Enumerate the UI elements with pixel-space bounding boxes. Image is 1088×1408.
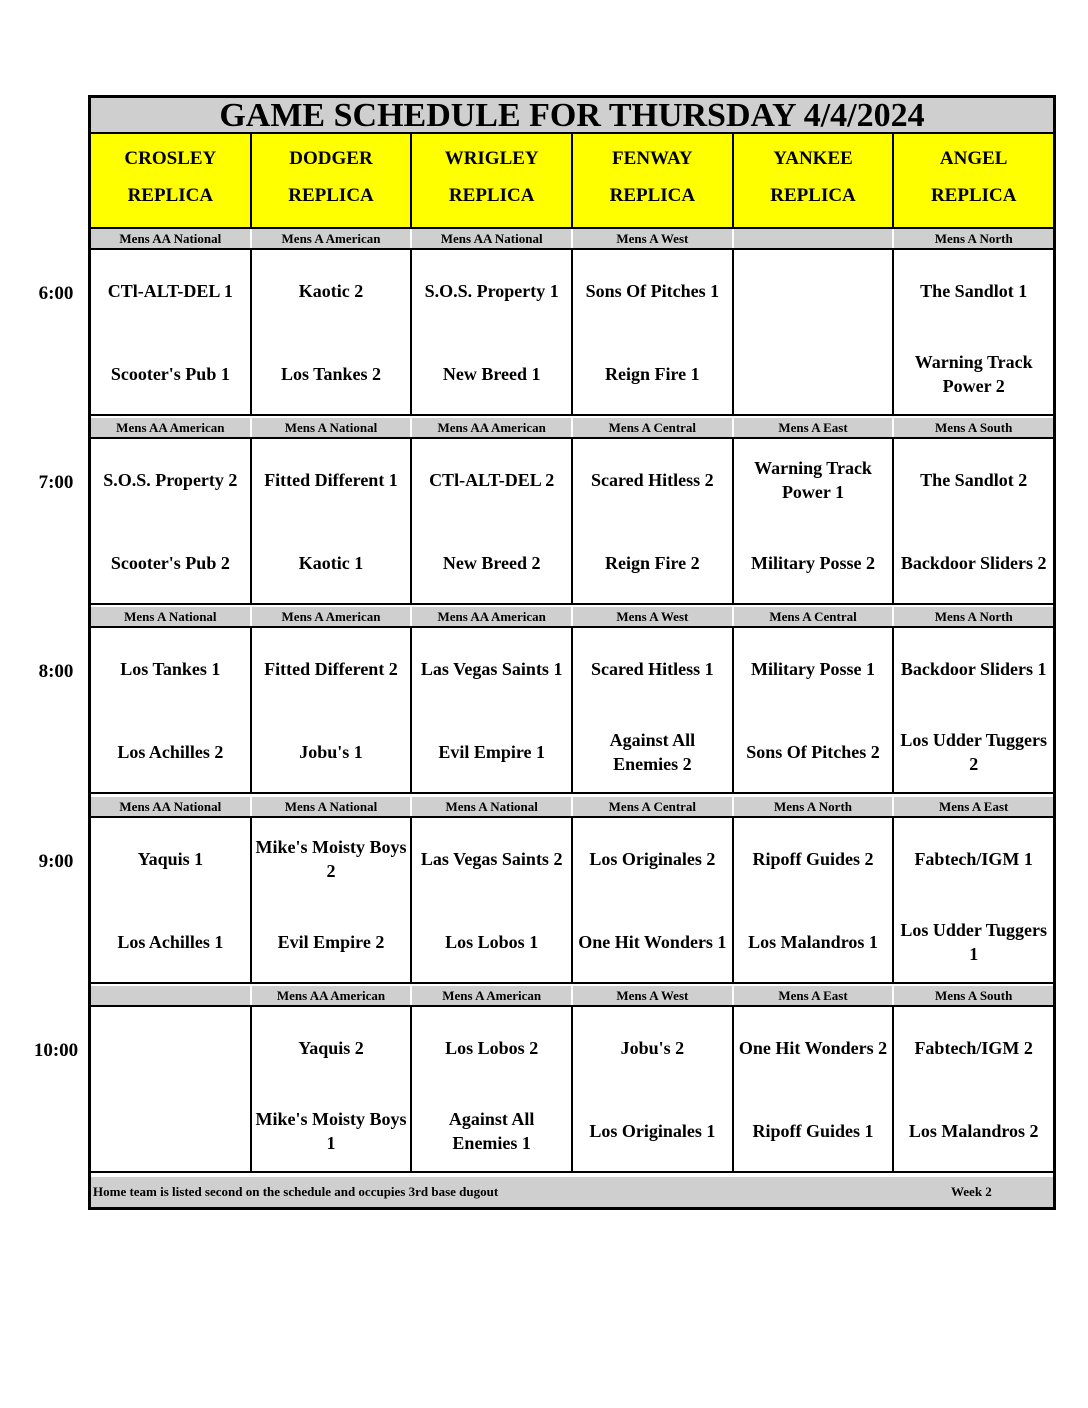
away-team: Mike's Moisty Boys 2 <box>255 837 407 881</box>
away-team: Yaquis 1 <box>137 849 204 869</box>
league-label: Mens A National <box>412 797 573 816</box>
league-label: Mens AA American <box>91 418 252 437</box>
away-team: Fitted Different 1 <box>264 470 398 490</box>
home-team: Against All Enemies 2 <box>609 730 696 774</box>
away-team: Scared Hitless 2 <box>591 470 714 490</box>
away-team: Backdoor Sliders 1 <box>900 659 1047 679</box>
game-cell <box>91 1007 252 1171</box>
league-row <box>91 797 1053 818</box>
time-slot-block <box>91 607 1053 794</box>
away-team: Ripoff Guides 2 <box>752 849 874 869</box>
field-subtitle: REPLICA <box>609 185 696 206</box>
league-label: Mens AA American <box>412 418 573 437</box>
home-team: Military Posse 2 <box>751 553 876 573</box>
league-label <box>734 229 895 248</box>
league-label: Mens A East <box>734 986 895 1005</box>
home-team: Sons Of Pitches 2 <box>746 742 880 762</box>
game-cell <box>734 250 895 414</box>
away-team: Los Originales 2 <box>589 849 716 869</box>
league-label: Mens AA American <box>412 607 573 626</box>
home-team: Los Tankes 2 <box>280 364 382 384</box>
league-row <box>91 418 1053 439</box>
league-label: Mens AA American <box>252 986 413 1005</box>
game-cell <box>252 628 413 792</box>
game-cell <box>91 628 252 792</box>
away-team: S.O.S. Property 1 <box>424 281 559 301</box>
away-team: One Hit Wonders 2 <box>738 1038 888 1058</box>
home-team: Mike's Moisty Boys 1 <box>255 1109 407 1153</box>
league-label: Mens A North <box>934 609 1013 624</box>
schedule-footer <box>91 1177 1053 1207</box>
league-label: Mens A National <box>91 607 252 626</box>
field-header-row <box>91 134 1053 229</box>
week-label: Week 2 <box>951 1184 992 1199</box>
field-name: ANGEL <box>939 148 1008 169</box>
away-team: Yaquis 2 <box>298 1038 364 1058</box>
away-team: Fabtech/IGM 1 <box>914 849 1033 869</box>
time-label: 6:00 <box>38 283 74 304</box>
league-label: Mens A Central <box>573 418 734 437</box>
game-cell <box>91 818 252 982</box>
league-label <box>91 986 252 1005</box>
games-row <box>91 628 1053 794</box>
game-cell <box>252 818 413 982</box>
schedule-sheet <box>88 95 1056 1210</box>
away-team: Jobu's 2 <box>620 1038 685 1058</box>
game-cell <box>252 439 413 603</box>
league-label: Mens A National <box>252 418 413 437</box>
away-team: CTl-ALT-DEL 1 <box>107 281 233 301</box>
field-subtitle: REPLICA <box>288 185 374 206</box>
field-header-fenway <box>573 134 734 227</box>
time-label: 10:00 <box>33 1040 79 1061</box>
games-row <box>91 439 1053 605</box>
league-label: Mens A West <box>573 607 734 626</box>
field-name: CROSLEY <box>124 148 217 169</box>
game-cell <box>734 628 895 792</box>
field-name: YANKEE <box>773 148 853 169</box>
home-team: Kaotic 1 <box>298 553 364 573</box>
away-team: Fabtech/IGM 2 <box>914 1038 1033 1058</box>
home-team: Jobu's 1 <box>299 742 363 762</box>
home-team <box>736 346 891 402</box>
league-label: Mens A North <box>734 797 895 816</box>
game-cell <box>91 439 252 603</box>
league-label: Mens A North <box>934 231 1013 246</box>
game-cell <box>412 250 573 414</box>
game-cell <box>734 1007 895 1171</box>
league-label: Mens A Central <box>734 607 895 626</box>
schedule-title: GAME SCHEDULE FOR THURSDAY 4/4/2024 <box>91 98 1053 134</box>
game-cell <box>412 1007 573 1171</box>
away-team <box>93 1020 248 1076</box>
game-cell <box>573 1007 734 1171</box>
game-cell <box>894 1007 1053 1171</box>
league-label: Mens A West <box>573 229 734 248</box>
league-label: Mens A American <box>412 986 573 1005</box>
game-cell <box>573 818 734 982</box>
home-team: Evil Empire 1 <box>438 742 546 762</box>
game-cell <box>894 818 1053 982</box>
home-team: Against All Enemies 1 <box>448 1109 535 1153</box>
games-row <box>91 250 1053 416</box>
away-team: Sons Of Pitches 1 <box>585 281 720 301</box>
away-team: CTl-ALT-DEL 2 <box>429 470 555 490</box>
field-subtitle: REPLICA <box>127 185 214 206</box>
time-label: 9:00 <box>38 851 74 872</box>
game-cell <box>412 628 573 792</box>
away-team: Military Posse 1 <box>751 659 876 679</box>
league-row <box>91 229 1053 250</box>
home-team: Warning Track Power 2 <box>914 352 1033 396</box>
league-label: Mens AA National <box>91 229 252 248</box>
league-label: Mens A East <box>734 418 895 437</box>
away-team: Scared Hitless 1 <box>591 659 714 679</box>
field-name: WRIGLEY <box>444 148 539 169</box>
away-team: Los Lobos 2 <box>445 1038 539 1058</box>
home-team: Los Udder Tuggers 2 <box>900 730 1048 774</box>
league-label: Mens A National <box>252 797 413 816</box>
field-header-dodger <box>252 134 413 227</box>
game-cell <box>894 439 1053 603</box>
home-team: Evil Empire 2 <box>277 932 385 952</box>
league-label: Mens A South <box>935 988 1013 1003</box>
time-slot-block <box>91 986 1053 1173</box>
field-subtitle: REPLICA <box>448 185 535 206</box>
away-team: S.O.S. Property 2 <box>103 470 238 490</box>
field-subtitle: REPLICA <box>770 185 856 206</box>
time-slot-block <box>91 797 1053 984</box>
league-label: Mens A American <box>252 607 413 626</box>
home-team: New Breed 1 <box>442 364 541 384</box>
game-cell <box>573 439 734 603</box>
league-label: Mens AA National <box>91 797 252 816</box>
away-team <box>736 263 891 319</box>
home-team: Scooter's Pub 2 <box>110 553 230 573</box>
game-cell <box>734 818 895 982</box>
league-label: Mens A American <box>252 229 413 248</box>
away-team: The Sandlot 1 <box>920 281 1028 301</box>
time-label: 8:00 <box>38 661 74 682</box>
league-label: Mens A West <box>573 986 734 1005</box>
game-cell <box>252 1007 413 1171</box>
home-team: One Hit Wonders 1 <box>578 932 727 952</box>
away-team: Las Vegas Saints 1 <box>420 659 563 679</box>
home-team: Los Achilles 2 <box>117 742 224 762</box>
game-cell <box>91 250 252 414</box>
home-team: Los Malandros 1 <box>748 932 878 952</box>
game-cell <box>252 250 413 414</box>
home-team: Scooter's Pub 1 <box>110 364 230 384</box>
time-label: 7:00 <box>38 472 74 493</box>
away-team: Los Tankes 1 <box>120 659 221 679</box>
home-team: New Breed 2 <box>442 553 541 573</box>
home-team: Reign Fire 1 <box>605 364 700 384</box>
game-cell <box>734 439 895 603</box>
time-slot-block <box>91 229 1053 416</box>
home-team: Los Lobos 1 <box>445 932 539 952</box>
game-cell <box>412 439 573 603</box>
league-row <box>91 607 1053 628</box>
home-team: Los Udder Tuggers 1 <box>900 920 1048 964</box>
away-team: Fitted Different 2 <box>264 659 398 679</box>
game-cell <box>573 250 734 414</box>
games-row <box>91 1007 1053 1173</box>
home-team: Los Malandros 2 <box>908 1121 1039 1141</box>
game-cell <box>894 250 1053 414</box>
league-label: Mens A Central <box>573 797 734 816</box>
field-header-yankee <box>734 134 895 227</box>
home-team: Reign Fire 2 <box>605 553 700 573</box>
home-team: Ripoff Guides 1 <box>752 1121 874 1141</box>
away-team: Las Vegas Saints 2 <box>420 849 563 869</box>
away-team: Kaotic 2 <box>298 281 364 301</box>
away-team: The Sandlot 2 <box>920 470 1028 490</box>
field-name: FENWAY <box>612 148 693 169</box>
game-cell <box>412 818 573 982</box>
field-header-angel <box>894 134 1053 227</box>
time-slot-block <box>91 418 1053 605</box>
league-row <box>91 986 1053 1007</box>
home-team <box>93 1103 248 1159</box>
field-header-crosley <box>91 134 252 227</box>
home-team: Los Originales 1 <box>589 1121 716 1141</box>
league-label: Mens A East <box>939 799 1009 814</box>
game-cell <box>573 628 734 792</box>
league-label: Mens AA National <box>412 229 573 248</box>
field-subtitle: REPLICA <box>930 185 1017 206</box>
field-name: DODGER <box>289 148 373 169</box>
game-cell <box>894 628 1053 792</box>
away-team: Warning Track Power 1 <box>754 458 872 502</box>
footer-note: Home team is listed second on the schedule and occupies 3rd base dugout <box>93 1184 499 1199</box>
games-row <box>91 818 1053 984</box>
home-team: Backdoor Sliders 2 <box>900 553 1047 573</box>
field-header-wrigley <box>412 134 573 227</box>
league-label: Mens A South <box>935 420 1013 435</box>
home-team: Los Achilles 1 <box>117 932 224 952</box>
